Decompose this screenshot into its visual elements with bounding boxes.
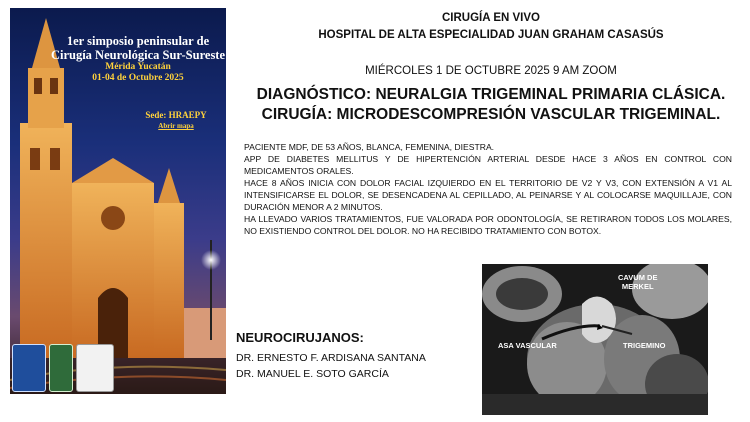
poster-venue [134,110,218,132]
event-poster [10,8,226,394]
label-trigemino: TRIGEMINO [623,341,666,350]
case-paragraph: PACIENTE MDF, DE 53 AÑOS, BLANCA, FEMENINA, DIESTRA. [244,142,495,152]
neurosurgeons-title: NEUROCIRUJANOS: [236,330,364,345]
institution-logo-3 [76,344,114,392]
label-cavum: CAVUM DE MERKEL [618,273,658,291]
case-paragraph: HA LLEVADO VARIOS TRATAMIENTOS, FUE VALORADA POR ODONTOLOGÍA, SE RETIRARON TODOS LOS MOLARES, NO EXISTIENDO CONTROL DEL DOLOR. NO HA RECIBIDO TRATAMIENTO CON BOTOX. [244,214,732,236]
diagnosis-block [236,85,746,125]
poster-city: Mérida Yucatán [105,62,171,72]
header-hospital: HOSPITAL DE ALTA ESPECIALIDAD JUAN GRAHAM CASASÚS [318,29,664,41]
institution-logo-1 [12,344,46,392]
event-date: MIÉRCOLES 1 DE OCTUBRE 2025 9 AM ZOOM [365,65,617,77]
surgeon-name: DR. ERNESTO F. ARDISANA SANTANA [236,352,426,364]
case-description [244,141,732,237]
poster-dates: 01-04 de Octubre 2025 [92,73,184,83]
open-map-link[interactable]: Abrir mapa [158,122,194,130]
institution-logo-2 [49,344,73,392]
poster-sede: Sede: HRAEPY [145,110,207,120]
case-paragraph: APP DE DIABETES MELLITUS Y DE HIPERTENCIÓN ARTERIAL DESDE HACE 3 AÑOS EN CONTROL CON MEDICAMENTOS ORALES. [244,154,732,176]
surgeon-name: DR. MANUEL E. SOTO GARCÍA [236,368,389,380]
neurosurgeons [236,330,476,382]
mri-scan-illustration [482,264,708,415]
label-asa-vascular: ASA VASCULAR [498,341,557,350]
header-line1: CIRUGÍA EN VIVO [442,12,540,24]
mri-image [482,264,708,415]
case-paragraph: HACE 8 AÑOS INICIA CON DOLOR FACIAL IZQUIERDO EN EL TERRITORIO DE V2 Y V3, CON EXTENSIÓN A V1 AL INTENSIFICARSE EL DOLOR, SE DESENCADENA AL CEPILLADO, AL PEINARSE Y AL COLOCARSE MAQUILLAJE, CON DURACIÓN MENOR A 2 MINUTOS. [244,178,732,212]
poster-title [50,34,226,84]
poster-title-line1: 1er simposio peninsular de [66,34,210,48]
diagnosis-title: DIAGNÓSTICO: NEURALGIA TRIGEMINAL PRIMARIA CLÁSICA. [256,86,726,103]
poster-logos [12,342,114,392]
poster-title-line2: Cirugía Neurológica Sur-Sureste [50,48,226,62]
surgery-title: CIRUGÍA: MICRODESCOMPRESIÓN VASCULAR TRIGEMINAL. [261,106,721,123]
